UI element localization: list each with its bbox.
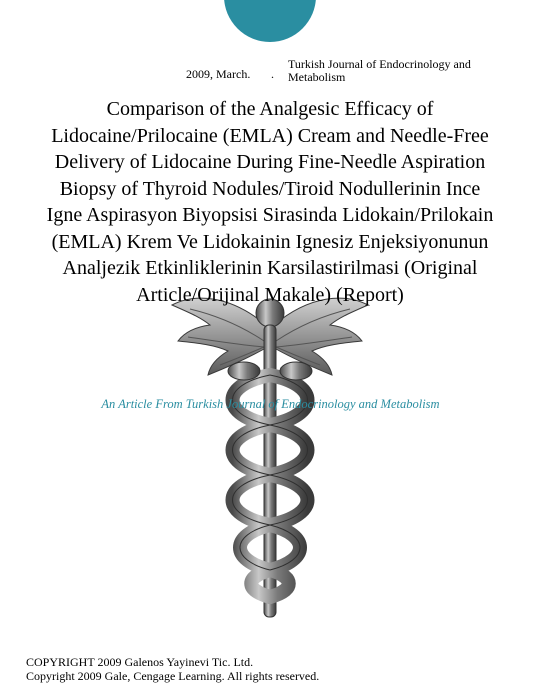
journal-name: Turkish Journal of Endocrinology and Metabolism [288,57,471,84]
copyright-line-1: COPYRIGHT 2009 Galenos Yayinevi Tic. Ltd. [26,655,254,669]
publication-date: 2009, March. [186,67,251,81]
copyright-notice [26,656,526,683]
document-title: Comparison of the Analgesic Efficacy of Lidocaine/Prilocaine (EMLA) Cream and Needle-Free Delivery of Lidocaine During Fine-Needle Aspiration Biopsy of Thyroid Nodules/Tiroid Nodullerinin Ince Igne Aspirasyon Biyopsisi Sirasinda Lidokain/Prilokain (EMLA) Krem Ve Lidokainin Ignesiz Enjeksiyonunun Analjezik Etkinliklerinin Karsilastirilmasi (Original Article/Orijinal Makale) (Report) [46,98,494,306]
caduceus-icon [170,285,370,620]
copyright-line-2: Copyright 2009 Gale, Cengage Learning. All rights reserved. [26,668,320,683]
meta-separator: . [271,67,274,81]
decorative-circle [224,0,316,42]
article-byline: An Article From Turkish Journal of Endocrinology and Metabolism [101,397,440,411]
